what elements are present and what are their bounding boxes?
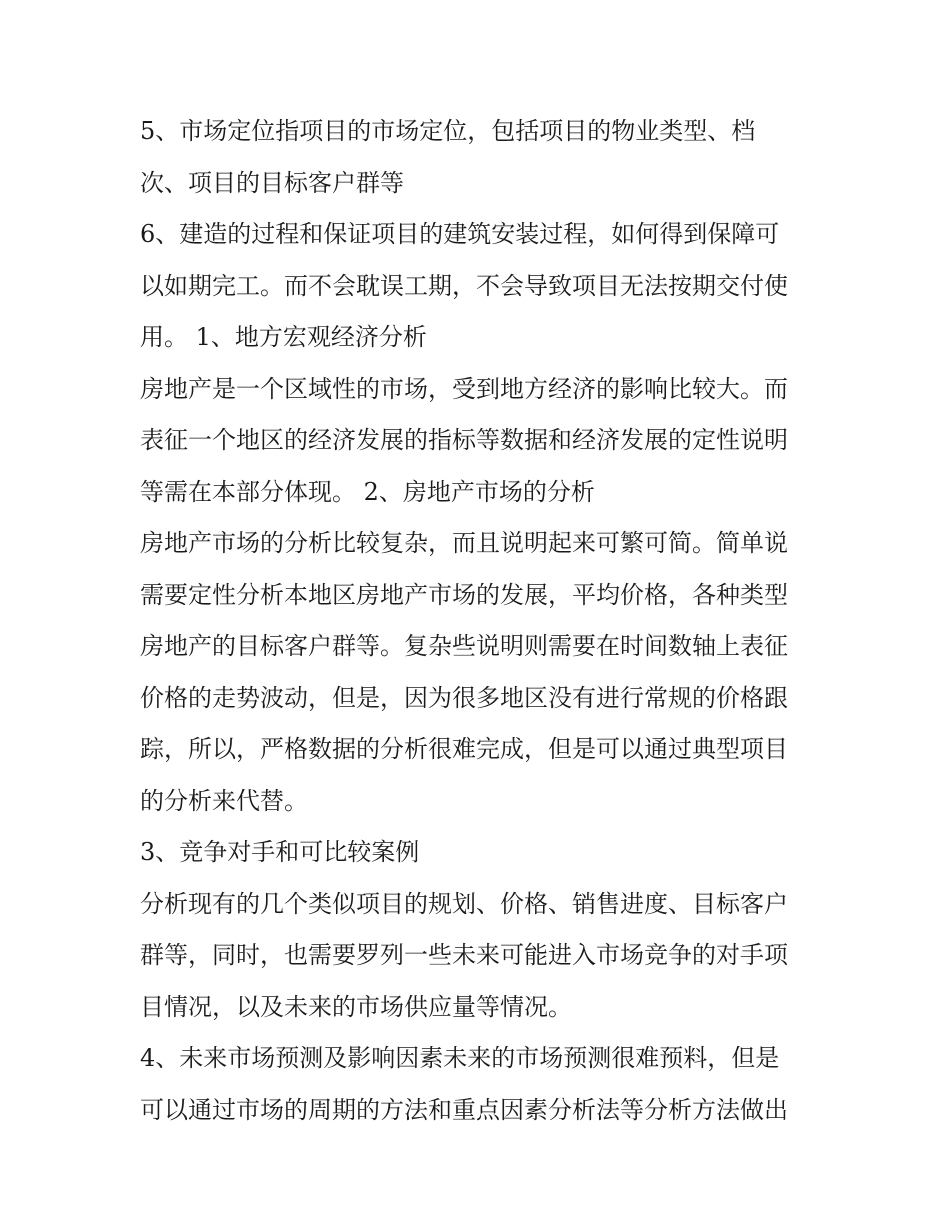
text-line-14: 的分析来代替。 [140,786,308,815]
text-line-16: 分析现有的几个类似项目的规划、价格、销售进度、目标客户 [140,889,788,918]
text-line-3: 6、建造的过程和保证项目的建筑安装过程，如何得到保障可 [140,220,780,248]
text-line-8: 等需在本部分体现。 2、房地产市场的分析 [140,477,595,506]
text-line-17: 群等，同时，也需要罗列一些未来可能进入市场竞争的对手项 [140,941,788,969]
text-line-5: 用。 1、地方宏观经济分析 [140,323,427,351]
text-line-4: 以如期完工。而不会耽误工期，不会导致项目无法按期交付使 [140,271,788,300]
text-line-2: 次、项目的目标客户群等 [140,168,404,197]
document-body [140,106,820,1136]
text-line-12: 价格的走势波动，但是，因为很多地区没有进行常规的价格跟 [140,683,788,712]
text-line-9: 房地产市场的分析比较复杂，而且说明起来可繁可简。简单说 [140,529,788,557]
text-line-19: 4、未来市场预测及影响因素未来的市场预测很难预料，但是 [140,1044,780,1072]
text-line-11: 房地产的目标客户群等。复杂些说明则需要在时间数轴上表征 [140,632,788,660]
text-line-13: 踪，所以，严格数据的分析很难完成，但是可以通过典型项目 [140,735,788,763]
text-line-20: 可以通过市场的周期的方法和重点因素分析法等分析方法做出 [140,1095,788,1124]
text-line-6: 房地产是一个区域性的市场，受到地方经济的影响比较大。而 [140,374,788,403]
text-line-1: 5、市场定位指项目的市场定位，包括项目的物业类型、档 [140,117,756,145]
text-line-18: 目情况，以及未来的市场供应量等情况。 [140,992,572,1021]
text-line-15: 3、竞争对手和可比较案例 [140,838,420,866]
text-line-7: 表征一个地区的经济发展的指标等数据和经济发展的定性说明 [140,426,788,454]
text-line-10: 需要定性分析本地区房地产市场的发展，平均价格，各种类型 [140,580,788,609]
